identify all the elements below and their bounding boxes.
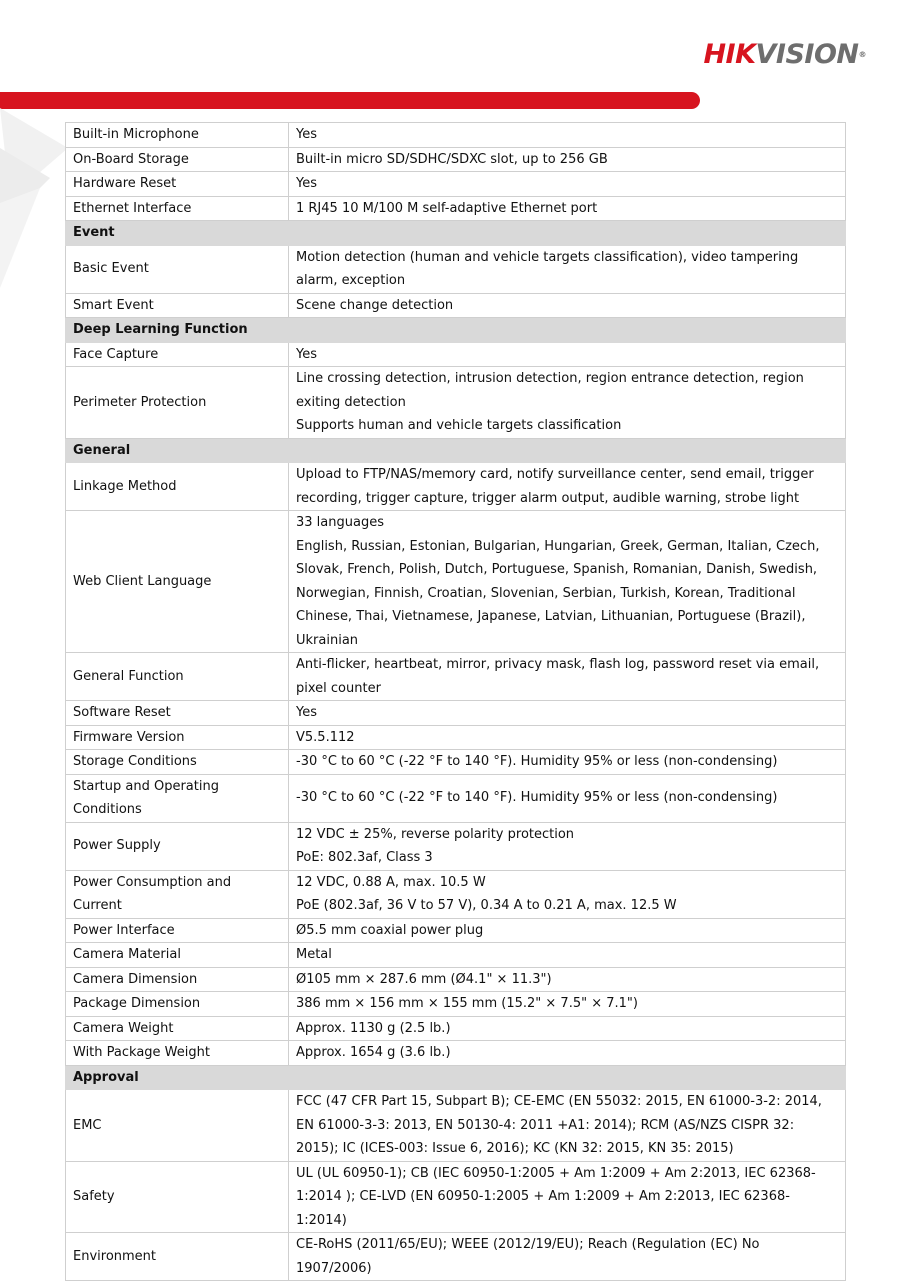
spec-label: Ethernet Interface (66, 196, 289, 221)
spec-label: Hardware Reset (66, 172, 289, 197)
spec-value-line: Yes (296, 176, 317, 191)
spec-value-line: Yes (296, 705, 317, 720)
spec-label: Package Dimension (66, 992, 289, 1017)
spec-row (66, 870, 846, 918)
spec-row (66, 293, 846, 318)
spec-label: Camera Material (66, 943, 289, 968)
spec-value (289, 918, 846, 943)
spec-row (66, 967, 846, 992)
spec-row (66, 147, 846, 172)
hikvision-logo (703, 38, 866, 72)
spec-value (289, 870, 846, 918)
spec-label: Camera Dimension (66, 967, 289, 992)
spec-label: Safety (66, 1161, 289, 1233)
spec-value-line: Yes (296, 346, 317, 362)
spec-row (66, 701, 846, 726)
spec-label: Startup and Operating Conditions (66, 774, 289, 822)
spec-value-line: Anti-flicker, heartbeat, mirror, privacy mask, flash log, password reset via email, pixel counter (296, 657, 820, 696)
section-title: Event (66, 221, 846, 246)
spec-value-line: 386 mm × 156 mm × 155 mm (15.2" × 7.5" × 7.1") (296, 996, 638, 1011)
spec-value (289, 822, 846, 870)
spec-label: Power Consumption and Current (66, 870, 289, 918)
spec-label: Software Reset (66, 701, 289, 726)
section-header-row (66, 438, 846, 463)
spec-row (66, 1161, 846, 1233)
spec-value (289, 147, 846, 172)
spec-label: Perimeter Protection (66, 367, 289, 439)
spec-row (66, 1233, 846, 1281)
spec-value-line: English, Russian, Estonian, Bulgarian, Hungarian, Greek, German, Italian, Czech, Slovak, French, Polish, Dutch, Portuguese, Spanish, Romanian, Danish, Swedish, Norwegian, Finnish, Croatian, Slovenian, Serbian, Turkish, Korean, Traditional Chinese, Thai, Vietnamese, Japanese, Latvian, Lithuanian, Portuguese (Brazil), Ukrainian (296, 538, 820, 648)
spec-value (289, 342, 846, 367)
spec-row (66, 943, 846, 968)
spec-row (66, 463, 846, 511)
spec-label: With Package Weight (66, 1041, 289, 1066)
spec-label: Environment (66, 1233, 289, 1281)
spec-value (289, 1090, 846, 1162)
section-header-row (66, 1065, 846, 1090)
spec-row (66, 750, 846, 775)
spec-row (66, 725, 846, 750)
logo-hik-text: HIK (703, 39, 756, 70)
spec-value (289, 1161, 846, 1233)
spec-label: Power Supply (66, 822, 289, 870)
spec-label: General Function (66, 653, 289, 701)
spec-value-line: Ø105 mm × 287.6 mm (Ø4.1" × 11.3") (296, 971, 552, 987)
spec-label: Built-in Microphone (66, 123, 289, 148)
spec-value (289, 511, 846, 653)
section-title: Deep Learning Function (66, 318, 846, 343)
spec-label: Basic Event (66, 245, 289, 293)
spec-value-line: Scene change detection (296, 297, 454, 313)
spec-value (289, 992, 846, 1017)
spec-value-line: Yes (296, 127, 317, 142)
spec-row (66, 196, 846, 221)
spec-value-line: CE-RoHS (2011/65/EU); WEEE (2012/19/EU); Reach (Regulation (EC) No 1907/2006) (296, 1237, 760, 1276)
spec-value (289, 1233, 846, 1281)
spec-value-line: Approx. 1130 g (2.5 lb.) (296, 1020, 451, 1036)
spec-value-line: Approx. 1654 g (3.6 lb.) (296, 1045, 451, 1060)
spec-row (66, 1090, 846, 1162)
spec-value (289, 701, 846, 726)
spec-value (289, 196, 846, 221)
spec-value (289, 725, 846, 750)
spec-row (66, 653, 846, 701)
spec-value-line: 12 VDC, 0.88 A, max. 10.5 W (296, 874, 486, 890)
spec-value-line: Ø5.5 mm coaxial power plug (296, 922, 484, 938)
spec-value-line: 12 VDC ± 25%, reverse polarity protection (296, 826, 575, 842)
spec-value-line: Supports human and vehicle targets classification (296, 418, 622, 433)
spec-value (289, 943, 846, 968)
spec-value (289, 123, 846, 148)
spec-label: Firmware Version (66, 725, 289, 750)
spec-row (66, 511, 846, 653)
spec-value (289, 653, 846, 701)
spec-row (66, 918, 846, 943)
spec-row (66, 1041, 846, 1066)
logo-registered-mark: ® (858, 50, 866, 59)
header-red-bar (0, 92, 700, 109)
spec-label: Linkage Method (66, 463, 289, 511)
spec-row (66, 1016, 846, 1041)
spec-row (66, 342, 846, 367)
spec-value (289, 1041, 846, 1066)
spec-value-line: 1 RJ45 10 M/100 M self-adaptive Ethernet port (296, 200, 598, 216)
spec-value (289, 967, 846, 992)
section-title: Approval (66, 1065, 846, 1090)
section-header-row (66, 221, 846, 246)
spec-row (66, 367, 846, 439)
spec-label: EMC (66, 1090, 289, 1162)
spec-value-line: FCC (47 CFR Part 15, Subpart B); CE-EMC (EN 55032: 2015, EN 61000-3-2: 2014, EN 61000-3-3: 2013, EN 50130-4: 2011 +A1: 2014); RCM (AS/NZS CISPR 32: 2015); IC (ICES-003: Issue 6, 2016); KC (KN 32: 2015, KN 35: 2015) (296, 1094, 822, 1156)
watermark-graphic (0, 108, 70, 298)
spec-value (289, 750, 846, 775)
spec-label: On-Board Storage (66, 147, 289, 172)
spec-value-line: -30 °C to 60 °C (-22 °F to 140 °F). Humidity 95% or less (non-condensing) (296, 754, 778, 769)
section-title: General (66, 438, 846, 463)
section-header-row (66, 318, 846, 343)
spec-value-line: -30 °C to 60 °C (-22 °F to 140 °F). Humidity 95% or less (non-condensing) (296, 790, 778, 806)
spec-value (289, 1016, 846, 1041)
logo-vision-text: VISION (755, 39, 859, 70)
spec-value-line: PoE: 802.3af, Class 3 (296, 850, 433, 865)
spec-value-line: UL (UL 60950-1); CB (IEC 60950-1:2005 + Am 1:2009 + Am 2:2013, IEC 62368-1:2014 ); CE-LVD (EN 60950-1:2005 + Am 1:2009 + Am 2:2013, IEC 62368-1:2014) (296, 1165, 816, 1228)
spec-value (289, 245, 846, 293)
spec-label: Smart Event (66, 293, 289, 318)
spec-value-line: PoE (802.3af, 36 V to 57 V), 0.34 A to 0.21 A, max. 12.5 W (296, 898, 677, 913)
spec-label: Camera Weight (66, 1016, 289, 1041)
spec-row (66, 172, 846, 197)
spec-label: Power Interface (66, 918, 289, 943)
spec-value-line: 33 languages (296, 515, 384, 530)
spec-label: Storage Conditions (66, 750, 289, 775)
spec-row (66, 774, 846, 822)
spec-value (289, 367, 846, 439)
spec-row (66, 123, 846, 148)
spec-value-line: Metal (296, 947, 332, 962)
spec-value (289, 172, 846, 197)
spec-row (66, 822, 846, 870)
spec-value-line: Upload to FTP/NAS/memory card, notify surveillance center, send email, trigger recording, trigger capture, trigger alarm output, audible warning, strobe light (296, 467, 814, 506)
spec-value (289, 463, 846, 511)
spec-value-line: V5.5.112 (296, 729, 355, 745)
spec-row (66, 992, 846, 1017)
spec-label: Web Client Language (66, 511, 289, 653)
spec-value (289, 774, 846, 822)
spec-table (65, 122, 846, 1281)
spec-label: Face Capture (66, 342, 289, 367)
spec-value-line: Built-in micro SD/SDHC/SDXC slot, up to 256 GB (296, 151, 608, 167)
spec-value-line: Line crossing detection, intrusion detection, region entrance detection, region exiting detection (296, 371, 804, 410)
spec-row (66, 245, 846, 293)
spec-value-line: Motion detection (human and vehicle targets classification), video tampering alarm, exception (296, 249, 799, 288)
spec-value (289, 293, 846, 318)
